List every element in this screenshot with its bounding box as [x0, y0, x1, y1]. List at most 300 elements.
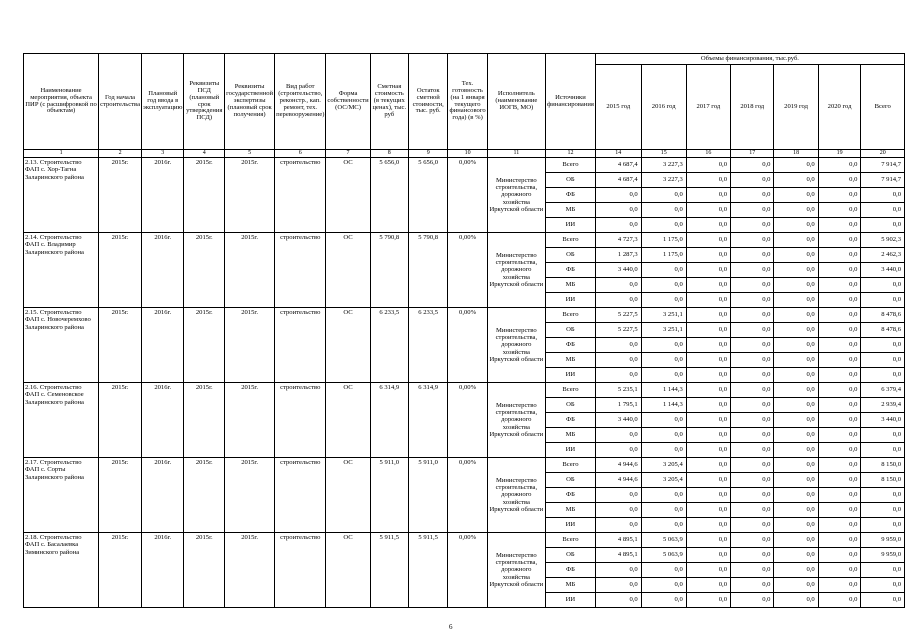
- remaining-cost: 5 911,5: [408, 533, 448, 608]
- funding-value: 0,0: [774, 398, 818, 413]
- header-source: Источники финансирования: [546, 54, 596, 150]
- funding-value: 0,0: [818, 533, 861, 548]
- funding-value: 0,0: [595, 503, 641, 518]
- funding-value: 0,0: [641, 428, 686, 443]
- funding-value: 0,0: [595, 278, 641, 293]
- column-number: 17: [731, 150, 774, 158]
- funding-value: 0,0: [731, 278, 774, 293]
- funding-value: 0,0: [686, 503, 730, 518]
- funding-value: 9 959,0: [861, 533, 905, 548]
- start-year: 2015г.: [99, 233, 142, 308]
- funding-value: 0,0: [861, 218, 905, 233]
- funding-value: 5 063,9: [641, 533, 686, 548]
- column-number: 9: [408, 150, 448, 158]
- column-number: 7: [326, 150, 370, 158]
- funding-value: 0,0: [774, 158, 818, 173]
- funding-value: 0,0: [641, 518, 686, 533]
- column-number: 11: [487, 150, 545, 158]
- funding-source: ФБ: [546, 413, 596, 428]
- funding-value: 3 440,0: [595, 263, 641, 278]
- work-type: строительство: [275, 308, 326, 383]
- funding-value: 6 379,4: [861, 383, 905, 398]
- psd-date: 2015г.: [184, 533, 225, 608]
- header-name: Наименование мероприятия, объекта ПИР (с расшифровкой по объектам): [24, 54, 99, 150]
- funding-value: 0,0: [595, 368, 641, 383]
- work-type: строительство: [275, 458, 326, 533]
- funding-value: 0,0: [641, 593, 686, 608]
- page-number: 6: [449, 623, 453, 631]
- funding-value: 0,0: [818, 158, 861, 173]
- funding-source: МБ: [546, 578, 596, 593]
- funding-value: 0,0: [861, 578, 905, 593]
- funding-value: 0,0: [774, 443, 818, 458]
- column-number: 8: [370, 150, 408, 158]
- funding-source: МБ: [546, 278, 596, 293]
- header-year: 2017 год: [686, 65, 730, 150]
- funding-source: ИИ: [546, 368, 596, 383]
- estimated-cost: 5 911,5: [370, 533, 408, 608]
- funding-value: 0,0: [731, 338, 774, 353]
- funding-value: 0,0: [818, 578, 861, 593]
- funding-value: 0,0: [595, 593, 641, 608]
- funding-value: 0,0: [861, 188, 905, 203]
- funding-value: 0,0: [595, 203, 641, 218]
- work-type: строительство: [275, 383, 326, 458]
- funding-value: 0,0: [774, 323, 818, 338]
- funding-value: 0,0: [686, 173, 730, 188]
- header-funding-title: Объемы финансирования, тыс.руб.: [595, 54, 904, 65]
- ownership-form: ОС: [326, 533, 370, 608]
- funding-value: 0,0: [774, 488, 818, 503]
- readiness: 0,00%: [448, 308, 487, 383]
- funding-value: 0,0: [818, 518, 861, 533]
- funding-value: 4 944,6: [595, 458, 641, 473]
- ownership-form: ОС: [326, 233, 370, 308]
- funding-value: 0,0: [686, 398, 730, 413]
- funding-value: 0,0: [686, 548, 730, 563]
- funding-value: 0,0: [818, 503, 861, 518]
- funding-value: 0,0: [861, 278, 905, 293]
- funding-value: 0,0: [818, 323, 861, 338]
- start-year: 2015г.: [99, 383, 142, 458]
- funding-value: 0,0: [731, 203, 774, 218]
- funding-value: 8 478,6: [861, 308, 905, 323]
- funding-value: 3 227,3: [641, 173, 686, 188]
- funding-value: 0,0: [641, 188, 686, 203]
- funding-value: 0,0: [774, 188, 818, 203]
- funding-value: 0,0: [731, 383, 774, 398]
- funding-source: ОБ: [546, 248, 596, 263]
- funding-source: Всего: [546, 308, 596, 323]
- funding-value: 0,0: [818, 548, 861, 563]
- column-number: 12: [546, 150, 596, 158]
- table-row: [24, 233, 905, 248]
- funding-source: ОБ: [546, 473, 596, 488]
- funding-value: 0,0: [731, 188, 774, 203]
- expertise-date: 2015г.: [225, 158, 275, 233]
- funding-value: 0,0: [686, 218, 730, 233]
- start-year: 2015г.: [99, 533, 142, 608]
- funding-value: 0,0: [731, 458, 774, 473]
- funding-value: 0,0: [861, 488, 905, 503]
- funding-source: ФБ: [546, 488, 596, 503]
- funding-value: 0,0: [686, 443, 730, 458]
- funding-value: 0,0: [641, 503, 686, 518]
- funding-value: 3 440,0: [861, 263, 905, 278]
- readiness: 0,00%: [448, 458, 487, 533]
- expertise-date: 2015г.: [225, 458, 275, 533]
- column-number: 5: [225, 150, 275, 158]
- funding-value: 0,0: [595, 338, 641, 353]
- funding-value: 0,0: [774, 308, 818, 323]
- remaining-cost: 6 314,9: [408, 383, 448, 458]
- funding-value: 0,0: [774, 383, 818, 398]
- funding-value: 0,0: [818, 203, 861, 218]
- funding-value: 5 227,5: [595, 323, 641, 338]
- funding-value: 0,0: [641, 413, 686, 428]
- funding-value: 0,0: [774, 278, 818, 293]
- funding-value: 0,0: [686, 533, 730, 548]
- funding-value: 0,0: [686, 158, 730, 173]
- funding-source: ОБ: [546, 173, 596, 188]
- funding-value: 5 235,1: [595, 383, 641, 398]
- funding-value: 1 175,0: [641, 248, 686, 263]
- header-year: 2015 год: [595, 65, 641, 150]
- funding-value: 3 205,4: [641, 473, 686, 488]
- funding-source: ИИ: [546, 443, 596, 458]
- funding-value: 0,0: [774, 593, 818, 608]
- funding-value: 0,0: [818, 383, 861, 398]
- funding-value: 8 478,6: [861, 323, 905, 338]
- funding-value: 0,0: [731, 323, 774, 338]
- plan-year: 2016г.: [142, 158, 184, 233]
- remaining-cost: 5 790,8: [408, 233, 448, 308]
- funding-value: 0,0: [731, 173, 774, 188]
- funding-value: 0,0: [641, 563, 686, 578]
- funding-value: 0,0: [595, 293, 641, 308]
- funding-value: 0,0: [774, 473, 818, 488]
- funding-value: 0,0: [818, 428, 861, 443]
- funding-value: 0,0: [818, 488, 861, 503]
- funding-value: 0,0: [774, 203, 818, 218]
- funding-source: ОБ: [546, 548, 596, 563]
- psd-date: 2015г.: [184, 308, 225, 383]
- header-estimated-cost: Сметная стоимость (в текущих ценах), тыс. руб: [370, 54, 408, 150]
- funding-value: 0,0: [818, 473, 861, 488]
- header-plan-year: Плановый год ввода в эксплуатацию: [142, 54, 184, 150]
- funding-value: 5 902,3: [861, 233, 905, 248]
- executor: Министерство строительства, дорожного хозяйства Иркутской области: [487, 533, 545, 608]
- table-row: [24, 158, 905, 173]
- funding-source: МБ: [546, 353, 596, 368]
- funding-value: 0,0: [818, 248, 861, 263]
- funding-source: ФБ: [546, 563, 596, 578]
- funding-value: 0,0: [774, 248, 818, 263]
- table-row: [24, 533, 905, 548]
- column-number: 14: [595, 150, 641, 158]
- funding-value: 0,0: [818, 398, 861, 413]
- funding-source: ИИ: [546, 293, 596, 308]
- funding-value: 0,0: [686, 593, 730, 608]
- column-number: 3: [142, 150, 184, 158]
- header-year: 2019 год: [774, 65, 818, 150]
- object-name: 2.14. Строительство ФАП с. Владимир Заларинского района: [24, 233, 99, 308]
- funding-value: 5 227,5: [595, 308, 641, 323]
- readiness: 0,00%: [448, 533, 487, 608]
- header-expertise: Реквизиты государственной экспертизы (плановый срок получения): [225, 54, 275, 150]
- funding-value: 0,0: [731, 158, 774, 173]
- header-remaining-cost: Остаток сметной стоимости, тыс. руб.: [408, 54, 448, 150]
- funding-value: 0,0: [595, 443, 641, 458]
- funding-value: 0,0: [686, 458, 730, 473]
- funding-value: 0,0: [774, 533, 818, 548]
- funding-value: 0,0: [731, 473, 774, 488]
- header-executor: Исполнитель (наименование ИОГВ, МО): [487, 54, 545, 150]
- psd-date: 2015г.: [184, 158, 225, 233]
- funding-value: 1 144,3: [641, 398, 686, 413]
- funding-value: 0,0: [595, 188, 641, 203]
- funding-value: 0,0: [686, 293, 730, 308]
- funding-value: 0,0: [774, 353, 818, 368]
- funding-value: 0,0: [641, 578, 686, 593]
- start-year: 2015г.: [99, 308, 142, 383]
- funding-value: 0,0: [641, 488, 686, 503]
- funding-value: 3 251,1: [641, 323, 686, 338]
- plan-year: 2016г.: [142, 458, 184, 533]
- estimated-cost: 5 656,0: [370, 158, 408, 233]
- funding-value: 0,0: [818, 353, 861, 368]
- executor: Министерство строительства, дорожного хозяйства Иркутской области: [487, 458, 545, 533]
- funding-value: 3 227,3: [641, 158, 686, 173]
- funding-source: ИИ: [546, 218, 596, 233]
- funding-source: ИИ: [546, 518, 596, 533]
- psd-date: 2015г.: [184, 233, 225, 308]
- funding-value: 9 959,0: [861, 548, 905, 563]
- funding-value: 0,0: [731, 518, 774, 533]
- funding-source: МБ: [546, 203, 596, 218]
- funding-value: 0,0: [774, 518, 818, 533]
- funding-source: Всего: [546, 383, 596, 398]
- plan-year: 2016г.: [142, 233, 184, 308]
- funding-source: ОБ: [546, 398, 596, 413]
- ownership-form: ОС: [326, 383, 370, 458]
- funding-value: 0,0: [818, 233, 861, 248]
- funding-value: 4 687,4: [595, 173, 641, 188]
- ownership-form: ОС: [326, 308, 370, 383]
- funding-value: 0,0: [641, 338, 686, 353]
- funding-value: 0,0: [731, 533, 774, 548]
- funding-value: 0,0: [774, 563, 818, 578]
- funding-value: 0,0: [595, 428, 641, 443]
- funding-value: 0,0: [774, 413, 818, 428]
- estimated-cost: 5 911,0: [370, 458, 408, 533]
- column-number: 1: [24, 150, 99, 158]
- funding-value: 0,0: [686, 203, 730, 218]
- funding-value: 0,0: [686, 413, 730, 428]
- table-row: [24, 308, 905, 323]
- psd-date: 2015г.: [184, 458, 225, 533]
- funding-value: 0,0: [641, 353, 686, 368]
- funding-value: 1 795,1: [595, 398, 641, 413]
- object-name: 2.16. Строительство ФАП с. Семеновское Заларинского района: [24, 383, 99, 458]
- funding-value: 0,0: [774, 548, 818, 563]
- header-year: 2016 год: [641, 65, 686, 150]
- funding-source: Всего: [546, 233, 596, 248]
- funding-value: 0,0: [731, 368, 774, 383]
- funding-source: Всего: [546, 533, 596, 548]
- funding-value: 3 440,0: [861, 413, 905, 428]
- funding-value: 0,0: [774, 173, 818, 188]
- funding-value: 0,0: [731, 248, 774, 263]
- remaining-cost: 5 911,0: [408, 458, 448, 533]
- start-year: 2015г.: [99, 158, 142, 233]
- expertise-date: 2015г.: [225, 308, 275, 383]
- funding-value: 0,0: [686, 188, 730, 203]
- expertise-date: 2015г.: [225, 233, 275, 308]
- funding-value: 0,0: [686, 323, 730, 338]
- executor: Министерство строительства, дорожного хозяйства Иркутской области: [487, 158, 545, 233]
- funding-value: 0,0: [818, 263, 861, 278]
- funding-value: 0,0: [686, 473, 730, 488]
- funding-source: ИИ: [546, 593, 596, 608]
- funding-value: 0,0: [686, 248, 730, 263]
- funding-value: 0,0: [686, 563, 730, 578]
- header-ownership: Форма собственности (ОС/МС): [326, 54, 370, 150]
- work-type: строительство: [275, 233, 326, 308]
- funding-value: 4 687,4: [595, 158, 641, 173]
- funding-value: 0,0: [818, 188, 861, 203]
- estimated-cost: 6 314,9: [370, 383, 408, 458]
- start-year: 2015г.: [99, 458, 142, 533]
- funding-value: 0,0: [641, 218, 686, 233]
- funding-value: 3 205,4: [641, 458, 686, 473]
- column-number: 4: [184, 150, 225, 158]
- funding-value: 0,0: [861, 443, 905, 458]
- funding-value: 0,0: [686, 263, 730, 278]
- funding-value: 0,0: [861, 593, 905, 608]
- header-start-year: Год начала строительства: [99, 54, 142, 150]
- funding-value: 0,0: [774, 503, 818, 518]
- ownership-form: ОС: [326, 158, 370, 233]
- funding-value: 0,0: [595, 563, 641, 578]
- expertise-date: 2015г.: [225, 383, 275, 458]
- funding-value: 0,0: [686, 308, 730, 323]
- funding-value: 0,0: [861, 518, 905, 533]
- estimated-cost: 6 233,5: [370, 308, 408, 383]
- funding-source: Всего: [546, 158, 596, 173]
- column-number: 16: [686, 150, 730, 158]
- funding-value: 0,0: [595, 518, 641, 533]
- executor: Министерство строительства, дорожного хозяйства Иркутской области: [487, 233, 545, 308]
- funding-source: ФБ: [546, 263, 596, 278]
- psd-date: 2015г.: [184, 383, 225, 458]
- funding-value: 0,0: [686, 488, 730, 503]
- funding-value: 0,0: [641, 263, 686, 278]
- header-psd: Реквизиты ПСД (плановый срок утверждения ПСД): [184, 54, 225, 150]
- funding-value: 0,0: [818, 413, 861, 428]
- funding-value: 0,0: [686, 428, 730, 443]
- header-work-type: Вид работ (строительство, реконстр., кап. ремонт, тех. перевооружение): [275, 54, 326, 150]
- funding-value: 3 251,1: [641, 308, 686, 323]
- funding-value: 0,0: [818, 293, 861, 308]
- funding-value: 0,0: [686, 278, 730, 293]
- funding-value: 8 150,0: [861, 473, 905, 488]
- column-number: 18: [774, 150, 818, 158]
- funding-value: 0,0: [861, 203, 905, 218]
- work-type: строительство: [275, 158, 326, 233]
- readiness: 0,00%: [448, 383, 487, 458]
- ownership-form: ОС: [326, 458, 370, 533]
- column-number: 20: [861, 150, 905, 158]
- funding-source: ФБ: [546, 338, 596, 353]
- funding-value: 0,0: [774, 368, 818, 383]
- funding-source: МБ: [546, 503, 596, 518]
- funding-value: 0,0: [686, 338, 730, 353]
- funding-value: 0,0: [818, 173, 861, 188]
- funding-value: 0,0: [774, 233, 818, 248]
- funding-source: Всего: [546, 458, 596, 473]
- funding-value: 0,0: [861, 428, 905, 443]
- object-name: 2.17. Строительство ФАП с. Сорты Заларинского района: [24, 458, 99, 533]
- funding-value: 2 939,4: [861, 398, 905, 413]
- funding-value: 7 914,7: [861, 158, 905, 173]
- work-type: строительство: [275, 533, 326, 608]
- readiness: 0,00%: [448, 233, 487, 308]
- funding-value: 0,0: [686, 233, 730, 248]
- funding-value: 4 944,6: [595, 473, 641, 488]
- funding-value: 0,0: [595, 488, 641, 503]
- funding-value: 0,0: [641, 443, 686, 458]
- funding-source: ОБ: [546, 323, 596, 338]
- funding-value: 0,0: [861, 503, 905, 518]
- funding-value: 0,0: [731, 443, 774, 458]
- funding-value: 0,0: [731, 308, 774, 323]
- remaining-cost: 6 233,5: [408, 308, 448, 383]
- funding-value: 0,0: [731, 548, 774, 563]
- funding-source: МБ: [546, 428, 596, 443]
- funding-value: 0,0: [686, 368, 730, 383]
- expertise-date: 2015г.: [225, 533, 275, 608]
- funding-value: 4 895,1: [595, 548, 641, 563]
- funding-value: 0,0: [731, 428, 774, 443]
- funding-value: 0,0: [731, 293, 774, 308]
- funding-value: 0,0: [818, 593, 861, 608]
- funding-value: 0,0: [731, 218, 774, 233]
- funding-value: 0,0: [731, 563, 774, 578]
- funding-value: 0,0: [686, 578, 730, 593]
- column-number: 6: [275, 150, 326, 158]
- column-number: 15: [641, 150, 686, 158]
- funding-value: 0,0: [861, 563, 905, 578]
- estimated-cost: 5 790,8: [370, 233, 408, 308]
- object-name: 2.18. Строительство ФАП с. Басалаевка Зиминского района: [24, 533, 99, 608]
- object-name: 2.13. Строительство ФАП с. Хор-Тагна Заларинского района: [24, 158, 99, 233]
- column-number: 19: [818, 150, 861, 158]
- funding-value: 0,0: [731, 578, 774, 593]
- funding-value: 0,0: [818, 278, 861, 293]
- funding-value: 0,0: [731, 353, 774, 368]
- executor: Министерство строительства, дорожного хозяйства Иркутской области: [487, 383, 545, 458]
- funding-value: 4 895,1: [595, 533, 641, 548]
- readiness: 0,00%: [448, 158, 487, 233]
- funding-value: 7 914,7: [861, 173, 905, 188]
- funding-value: 0,0: [818, 563, 861, 578]
- funding-value: 4 727,3: [595, 233, 641, 248]
- funding-value: 0,0: [774, 338, 818, 353]
- funding-value: 0,0: [731, 593, 774, 608]
- column-number: 10: [448, 150, 487, 158]
- remaining-cost: 5 656,0: [408, 158, 448, 233]
